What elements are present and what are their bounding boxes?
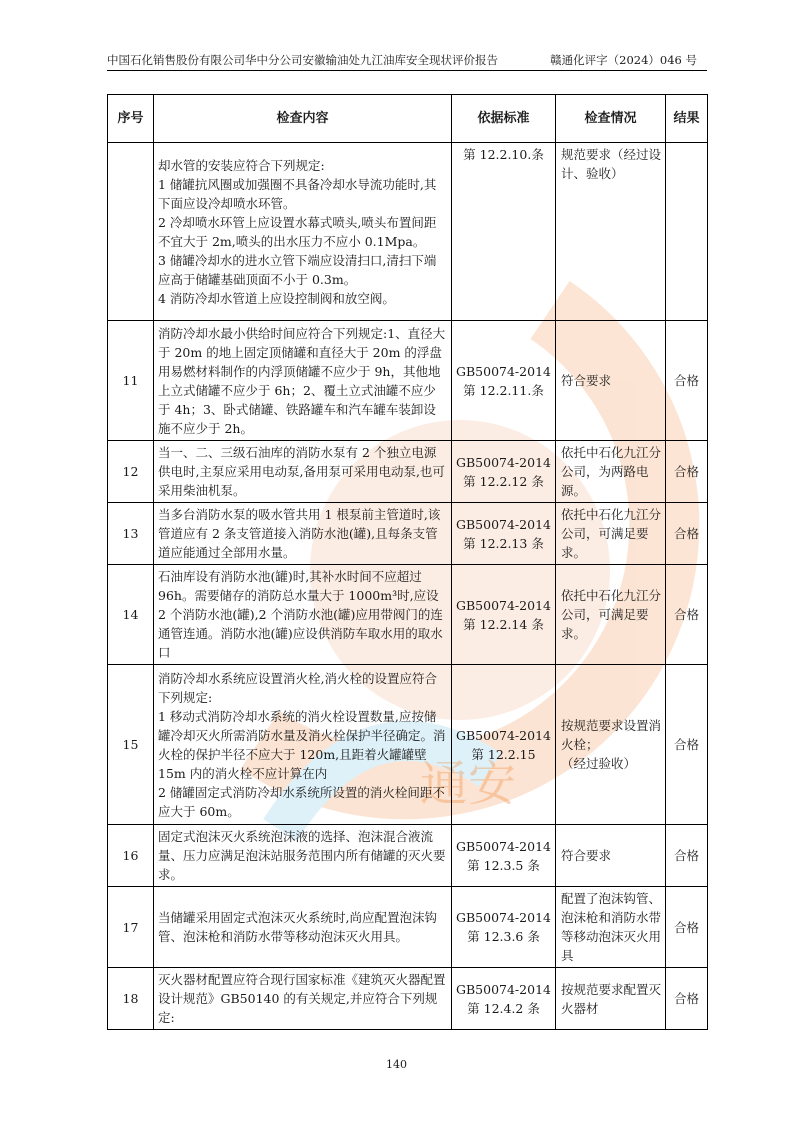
cell-standard-line: GB50074-2014 <box>456 363 551 379</box>
cell-content-line: 2 冷却喷水环管上应设置水幕式喷头,喷头布置间距不宜大于 2m,喷头的出水压力不应小 0.1Mpa。 <box>158 214 437 249</box>
cell-content-line: 消防冷却水最小供给时间应符合下列规定:1、直径大于 20m 的地上固定顶储罐和直径大于 20m 的浮盘用易燃材料制作的内浮顶储罐不应少于 9h，其他地上立式储罐不应少于 6h；2、覆土立式油罐不应少于 4h；3、卧式储罐、铁路罐车和汽车罐车装卸设施不应少于 2h。 <box>158 325 446 436</box>
cell-no: 15 <box>108 665 154 825</box>
table-row <box>108 825 708 887</box>
cell-standard <box>452 825 556 887</box>
cell-content <box>154 887 452 968</box>
cell-no: 13 <box>108 503 154 565</box>
cell-content <box>154 321 452 441</box>
cell-check <box>556 887 666 968</box>
cell-result: 合格 <box>666 321 708 441</box>
cell-content-line: 灭火器材配置应符合现行国家标准《建筑灭火器配置设计规范》GB50140 的有关规定,并应符合下列规定: <box>158 972 446 1025</box>
header-doc-no: 赣通化评字（2024）046 号 <box>550 53 697 67</box>
cell-no: 17 <box>108 887 154 968</box>
cell-result <box>666 143 708 321</box>
cell-result: 合格 <box>666 665 708 825</box>
cell-standard-line: 第 12.2.10.条 <box>463 147 544 162</box>
cell-content <box>154 503 452 565</box>
cell-standard-line: 第 12.3.6 条 <box>467 929 540 944</box>
col-header-no: 序号 <box>108 95 154 143</box>
table-row <box>108 441 708 503</box>
cell-standard-line: 第 12.2.12 条 <box>463 473 544 489</box>
cell-content-line: 当一、二、三级石油库的消防水泵有 2 个独立电源供电时,主泵应采用电动泵,备用泵可采用电动泵,也可采用柴油机泵。 <box>158 445 445 498</box>
cell-check-line: 依托中石化九江分公司，可满足要求。 <box>561 588 662 641</box>
cell-check-line: 按规范要求配置灭火器材 <box>561 981 662 1016</box>
cell-check-line: 依托中石化九江分公司，可满足要求。 <box>561 507 662 560</box>
cell-no: 12 <box>108 441 154 503</box>
cell-result: 合格 <box>666 825 708 887</box>
cell-no: 11 <box>108 321 154 441</box>
col-header-content: 检查内容 <box>154 95 452 143</box>
cell-check <box>556 321 666 441</box>
page-number: 140 <box>386 1058 407 1071</box>
table-row <box>108 665 708 825</box>
cell-content-line: 3 储罐冷却水的进水立管下端应设清扫口,清扫下端应高于储罐基础顶面不小于 0.3m。 <box>158 252 437 287</box>
cell-content-line: 1 储罐抗风圈或加强圈不具备冷却水导流功能时,其下面应设冷却喷水环管。 <box>158 176 437 211</box>
cell-result: 合格 <box>666 441 708 503</box>
cell-standard-line: 第 12.2.11.条 <box>463 382 544 398</box>
cell-no: 18 <box>108 968 154 1030</box>
cell-standard-line: GB50074-2014 <box>456 516 551 532</box>
cell-standard-line: 第 12.4.2 条 <box>467 1000 540 1016</box>
cell-check <box>556 968 666 1030</box>
cell-check-line: 符合要求 <box>561 373 612 388</box>
cell-content <box>154 143 452 321</box>
table-row <box>108 968 708 1030</box>
cell-standard-line: 第 12.2.13 条 <box>463 535 544 551</box>
cell-result: 合格 <box>666 565 708 665</box>
cell-check <box>556 143 666 321</box>
cell-check-line: （经过验收） <box>561 756 637 771</box>
header-org: 中国石化销售股份有限公司华中分公司安徽输油处九江油库安全现状评价报告 <box>107 53 498 67</box>
cell-check-line: 按规范要求设置消火栓； <box>561 718 662 752</box>
cell-result: 合格 <box>666 887 708 968</box>
cell-standard <box>452 503 556 565</box>
cell-content-line: 却水管的安装应符合下列规定: <box>158 157 325 173</box>
cell-content-line: 固定式泡沫灭火系统泡沫液的选择、泡沫混合液流量、压力应满足泡沫站服务范围内所有储罐的灭火要求。 <box>158 829 446 882</box>
cell-content <box>154 825 452 887</box>
cell-standard-line: GB50074-2014 <box>456 454 551 470</box>
inspection-table <box>107 94 708 1030</box>
cell-content-line: 消防冷却水系统应设置消火栓,消火栓的设置应符合下列规定: <box>158 670 437 705</box>
cell-result: 合格 <box>666 503 708 565</box>
cell-check <box>556 825 666 887</box>
cell-standard <box>452 665 556 825</box>
table-row <box>108 143 708 321</box>
cell-content-line: 1 移动式消防冷却水系统的消火栓设置数量,应按储罐冷却灭火所需消防水量及消火栓保护半径确定。消火栓的保护半径不应大于 120m,且距着火罐罐壁 15m 内的消火栓不应计算在内 <box>158 708 446 781</box>
cell-content-line: 石油库设有消防水池(罐)时,其补水时间不应超过 96h。需要储存的消防总水量大于 1000m³时,应设 2 个消防水池(罐),2 个消防水池(罐)应用带阀门的连通管连通。消防水池(罐)应设供消防车取水用的取水口 <box>158 569 443 660</box>
cell-standard-line: 第 12.2.14 条 <box>463 616 544 632</box>
cell-content-line: 4 消防冷却水管道上应设控制阀和放空阀。 <box>158 290 395 306</box>
cell-standard <box>452 143 556 321</box>
cell-check-line: 符合要求 <box>561 848 612 863</box>
cell-standard <box>452 968 556 1030</box>
watermark-text: 通安 <box>420 756 517 812</box>
cell-no: 14 <box>108 565 154 665</box>
col-header-result: 结果 <box>666 95 708 143</box>
table-row <box>108 565 708 665</box>
page-header <box>107 50 707 71</box>
cell-content-line: 当储罐采用固定式泡沫灭火系统时,尚应配置泡沫钩管、泡沫枪和消防水带等移动泡沫灭火用具。 <box>158 910 437 944</box>
cell-check <box>556 565 666 665</box>
cell-standard-line: 第 12.2.15 <box>471 746 536 762</box>
cell-standard-line: GB50074-2014 <box>456 838 551 854</box>
table-row <box>108 321 708 441</box>
cell-result: 合格 <box>666 968 708 1030</box>
cell-content <box>154 968 452 1030</box>
cell-check <box>556 503 666 565</box>
cell-standard <box>452 565 556 665</box>
table-row <box>108 503 708 565</box>
cell-standard-line: GB50074-2014 <box>456 910 551 925</box>
cell-check-line: 配置了泡沫钩管、泡沫枪和消防水带等移动泡沫灭火用具 <box>561 891 662 963</box>
col-header-standard: 依据标准 <box>452 95 556 143</box>
cell-no: 16 <box>108 825 154 887</box>
cell-standard-line: GB50074-2014 <box>456 727 551 743</box>
cell-standard-line: GB50074-2014 <box>456 597 551 613</box>
cell-standard <box>452 887 556 968</box>
table-row <box>108 887 708 968</box>
cell-content-line: 2 储罐固定式消防冷却水系统所设置的消火栓间距不应大于 60m。 <box>158 784 445 819</box>
col-header-check: 检查情况 <box>556 95 666 143</box>
cell-content <box>154 665 452 825</box>
cell-standard-line: GB50074-2014 <box>456 981 551 997</box>
cell-standard <box>452 321 556 441</box>
cell-check-line: 依托中石化九江分公司，为两路电源。 <box>561 445 662 498</box>
cell-content <box>154 441 452 503</box>
cell-standard <box>452 441 556 503</box>
cell-standard-line: 第 12.3.5 条 <box>467 857 540 873</box>
cell-check <box>556 441 666 503</box>
table-header-row <box>108 95 708 143</box>
cell-check <box>556 665 666 825</box>
cell-check-line: 规范要求（经过设计、验收） <box>561 147 662 181</box>
cell-content-line: 当多台消防水泵的吸水管共用 1 根泵前主管道时,该管道应有 2 条支管道接入消防水池(罐),且每条支管道应能通过全部用水量。 <box>158 507 441 560</box>
cell-no <box>108 143 154 321</box>
cell-content <box>154 565 452 665</box>
